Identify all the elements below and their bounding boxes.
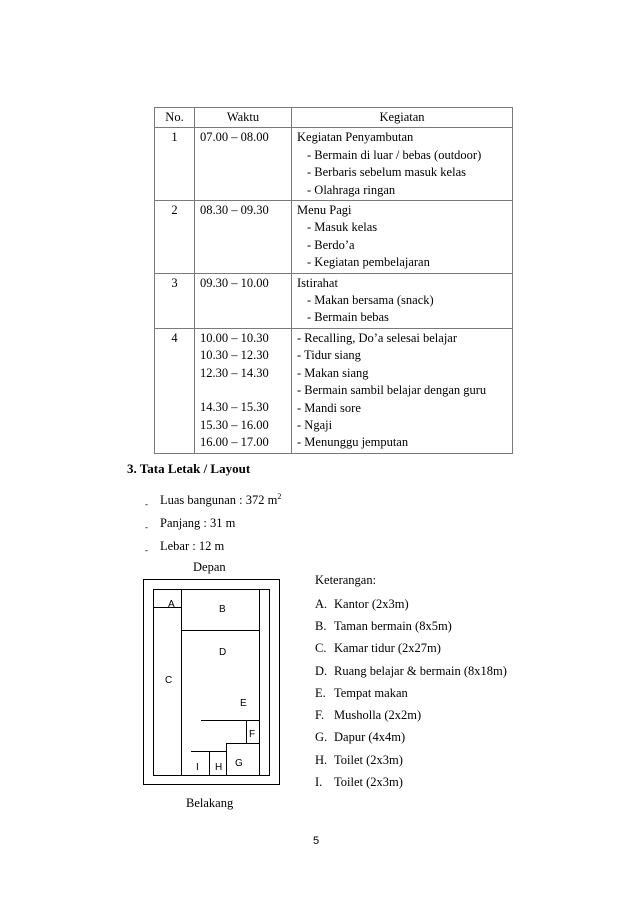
activity-item: - Makan siang xyxy=(297,365,369,380)
legend-item: A. Kantor (2x3m) xyxy=(315,597,409,611)
activity-item: - Menunggu jemputan xyxy=(297,435,409,450)
activity-item: - Berdo’a xyxy=(307,237,355,252)
activity-item: - Masuk kelas xyxy=(307,220,378,235)
legend-item: C. Kamar tidur (2x27m) xyxy=(315,641,441,655)
room-label-d: D xyxy=(219,647,227,658)
front-label: Depan xyxy=(193,560,226,574)
legend-item: H. Toilet (2x3m) xyxy=(315,753,403,767)
row-number: 3 xyxy=(155,273,195,328)
room-label-e: E xyxy=(240,698,247,709)
room-g xyxy=(227,744,260,776)
activity-title: Istirahat xyxy=(297,275,338,290)
room-label-f: F xyxy=(249,729,256,740)
activity-item: - Ngaji xyxy=(297,417,333,432)
legend-item: F. Musholla (2x2m) xyxy=(315,708,422,722)
bullet-icon: - xyxy=(145,522,148,532)
room-label-c: C xyxy=(165,675,173,686)
room-label-a: A xyxy=(168,599,175,610)
header-no: No. xyxy=(155,108,195,128)
activity-item: - Bermain sambil belajar dengan guru xyxy=(297,383,487,398)
legend-item: B. Taman bermain (8x5m) xyxy=(315,619,452,633)
bullet-icon: - xyxy=(145,545,148,555)
row-activity xyxy=(292,328,513,453)
row-time: 10.00 – 10.30 10.30 – 12.30 12.30 – 14.30 14.30 – 15.30 15.30 – 16.00 16.00 – 17.00 xyxy=(195,328,292,453)
row-number: 4 xyxy=(155,328,195,453)
section-heading: 3. Tata Letak / Layout xyxy=(127,461,251,476)
legend-item: E. Tempat makan xyxy=(315,686,408,700)
room-label-b: B xyxy=(219,604,226,615)
floor-plan xyxy=(143,579,283,786)
activity-item: - Makan bersama (snack) xyxy=(307,293,434,308)
header-activity: Kegiatan xyxy=(292,108,513,128)
legend-item: G. Dapur (4x4m) xyxy=(315,730,406,744)
activity-item: - Recalling, Do’a selesai belajar xyxy=(297,330,457,345)
activity-title: Menu Pagi xyxy=(297,203,352,218)
row-time: 09.30 – 10.00 xyxy=(195,273,292,328)
room-label-i: I xyxy=(196,762,199,773)
activity-title: Kegiatan Penyambutan xyxy=(297,130,414,145)
page-number: 5 xyxy=(313,835,320,847)
back-label: Belakang xyxy=(186,796,234,810)
activity-item: - Bermain bebas xyxy=(307,310,389,325)
area-unit-sup: 2 xyxy=(277,491,282,501)
activity-item: - Olahraga ringan xyxy=(307,182,396,197)
row-number: 2 xyxy=(155,201,195,274)
width-label: Lebar : 12 m xyxy=(160,539,225,553)
legend-item: D. Ruang belajar & bermain (8x18m) xyxy=(315,664,507,678)
schedule-table xyxy=(154,107,513,454)
legend-item: I. Toilet (2x3m) xyxy=(315,775,403,789)
header-time: Waktu xyxy=(195,108,292,128)
table-row xyxy=(155,328,513,453)
row-number: 1 xyxy=(155,128,195,201)
room-label-h: H xyxy=(215,762,223,773)
room-label-g: G xyxy=(235,758,243,769)
table-header-row xyxy=(155,108,513,128)
table-row xyxy=(155,201,513,274)
row-time: 07.00 – 08.00 xyxy=(195,128,292,201)
table-row xyxy=(155,273,513,328)
activity-item: - Mandi sore xyxy=(297,400,361,415)
area-label: Luas bangunan : 372 m xyxy=(160,493,278,507)
activity-item: - Berbaris sebelum masuk kelas xyxy=(307,165,466,180)
bullet-icon: - xyxy=(145,499,148,509)
activity-item: - Kegiatan pembelajaran xyxy=(307,255,430,270)
length-label: Panjang : 31 m xyxy=(160,516,236,530)
activity-item: - Bermain di luar / bebas (outdoor) xyxy=(307,147,482,162)
table-row xyxy=(155,128,513,201)
activity-item: - Tidur siang xyxy=(297,348,361,363)
row-activity xyxy=(292,128,513,201)
row-activity xyxy=(292,201,513,274)
row-time: 08.30 – 09.30 xyxy=(195,201,292,274)
row-activity xyxy=(292,273,513,328)
legend-title: Keterangan: xyxy=(315,573,377,587)
